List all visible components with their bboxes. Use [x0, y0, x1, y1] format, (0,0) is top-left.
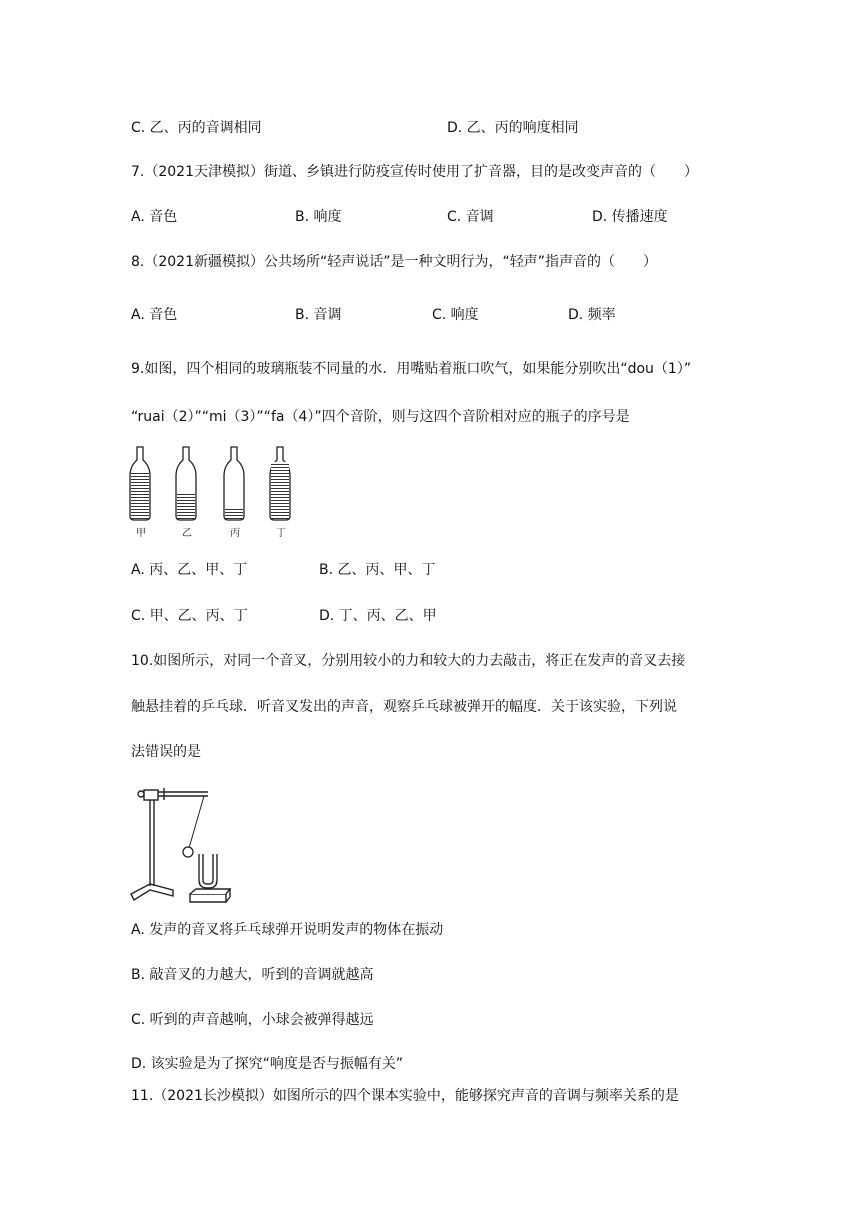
bottle-label-ding: 丁	[276, 528, 286, 539]
bottle-ding	[270, 447, 290, 520]
bottle-jia	[130, 447, 150, 520]
ping-pong-ball-pendulum	[183, 796, 204, 857]
q8-option-c: C. 响度	[432, 307, 479, 323]
tuning-fork	[190, 854, 230, 902]
iron-stand	[131, 788, 208, 900]
q6-option-d: D. 乙、丙的响度相同	[447, 120, 579, 136]
bottle-bing	[224, 447, 244, 520]
q6-option-c: C. 乙、丙的音调相同	[131, 120, 262, 136]
q10-option-a: A. 发声的音叉将乒乓球弹开说明发声的物体在振动	[131, 922, 444, 938]
q8-option-a: A. 音色	[131, 307, 178, 323]
q8-option-d: D. 频率	[568, 307, 616, 323]
tuning-fork-figure	[128, 772, 243, 907]
q7-option-c: C. 音调	[447, 209, 494, 225]
q9-option-a: A. 丙、乙、甲、丁	[131, 562, 248, 578]
bottle-label-yi: 乙	[182, 528, 192, 539]
q7-option-a: A. 音色	[131, 209, 178, 225]
q10-stem-line1: 10.如图所示，对同一个音叉，分别用较小的力和较大的力去敲击，将正在发声的音叉去接	[131, 653, 686, 669]
q10-option-c: C. 听到的声音越响，小球会被弹得越远	[131, 1012, 374, 1028]
q7-stem: 7.（2021天津模拟）街道、乡镇进行防疫宣传时使用了扩音器，目的是改变声音的（ ）	[131, 164, 698, 180]
bottle-yi	[176, 447, 196, 520]
q9-option-d: D. 丁、丙、乙、甲	[319, 608, 437, 624]
q10-option-d: D. 该实验是为了探究“响度是否与振幅有关”	[131, 1056, 404, 1072]
q8-stem: 8.（2021新疆模拟）公共场所“轻声说话”是一种文明行为，“轻声”指声音的（ ）	[131, 254, 657, 270]
bottles-figure	[128, 442, 303, 540]
q7-option-d: D. 传播速度	[592, 209, 668, 225]
q10-option-b: B. 敲音叉的力越大，听到的音调就越高	[131, 967, 374, 983]
q9-option-b: B. 乙、丙、甲、丁	[319, 562, 436, 578]
q9-stem-line2: “ruai（2）”“mi（3）”“fa（4）”四个音阶，则与这四个音阶相对应的瓶子的序号是	[131, 409, 630, 425]
q10-stem-line3: 法错误的是	[131, 744, 201, 760]
q9-option-c: C. 甲、乙、丙、丁	[131, 608, 248, 624]
bottle-label-bing: 丙	[230, 528, 240, 539]
q10-stem-line2: 触悬挂着的乒乓球．听音叉发出的声音，观察乒乓球被弹开的幅度．关于该实验，下列说	[131, 699, 677, 715]
q8-option-b: B. 音调	[295, 307, 342, 323]
q9-stem-line1: 9.如图，四个相同的玻璃瓶装不同量的水．用嘴贴着瓶口吹气，如果能分别吹出“dou（1）”	[131, 361, 692, 377]
q11-stem: 11.（2021长沙模拟）如图所示的四个课本实验中，能够探究声音的音调与频率关系的是	[131, 1088, 679, 1104]
q7-option-b: B. 响度	[295, 209, 342, 225]
bottle-label-jia: 甲	[136, 528, 146, 539]
